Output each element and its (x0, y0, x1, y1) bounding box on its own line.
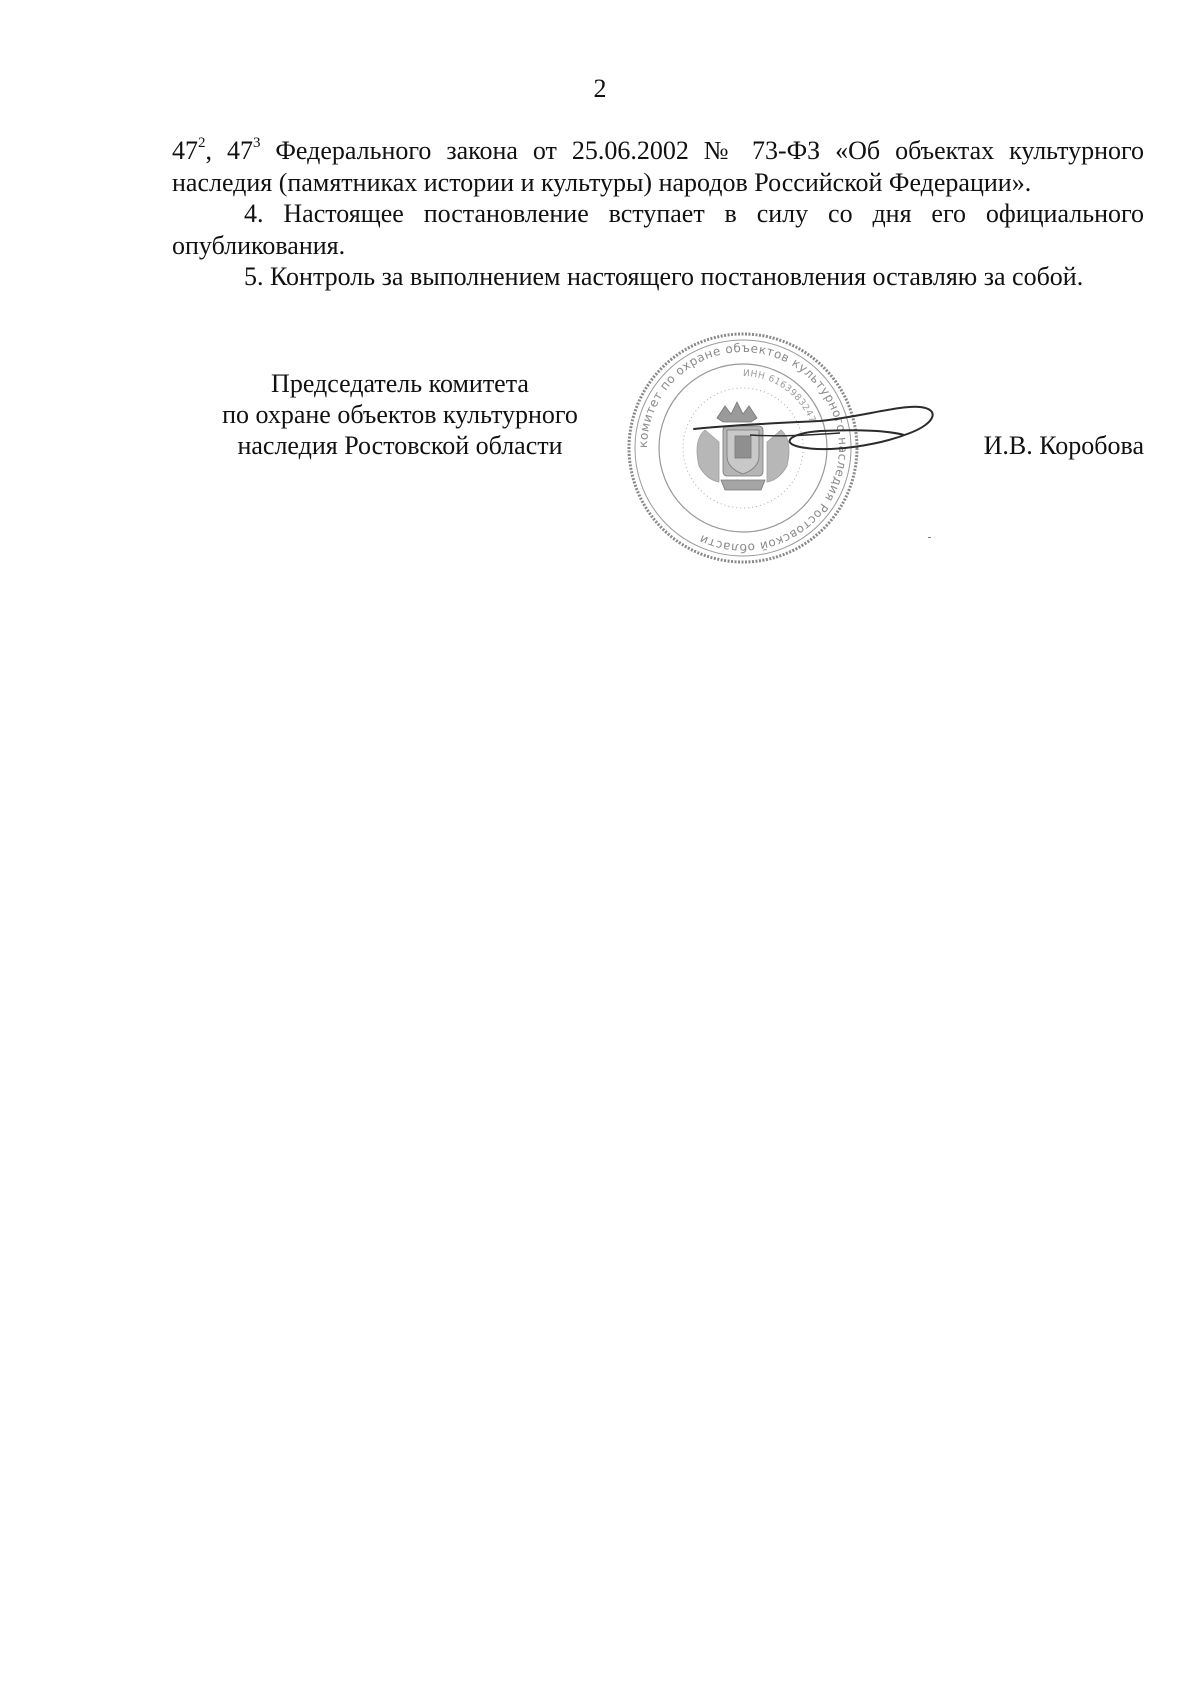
document-body (172, 135, 1144, 293)
signer-position-line: по охране объектов культурного (222, 400, 578, 429)
scan-artifact (928, 537, 931, 538)
seal-outer-text-path: комитет по охране объектов культурного наследия Ростовской области (635, 340, 851, 556)
signer-position-line: Председатель комитета (271, 369, 529, 398)
signer-position (190, 368, 610, 461)
article-ref-superscript: 2 (198, 135, 206, 152)
article-ref: 47 (226, 136, 253, 165)
handwritten-signature (690, 395, 950, 475)
paragraph-5: 5. Контроль за выполнением настоящего постановления оставляю за собой. (244, 262, 1084, 291)
paragraph-4: 4. Настоящее постановление вступает в силу со дня его официального опубликования. (172, 199, 1144, 260)
signer-position-line: наследия Ростовской области (237, 431, 563, 460)
article-ref-superscript: 3 (252, 135, 261, 152)
paragraph-text: Федерального закона от 25.06.2002 № 73-ФЗ «Об объектах культурного наследия (памятниках истории и культуры) народов Российской Федерации». (172, 136, 1144, 197)
page-number: 2 (593, 74, 607, 103)
paragraph-law-reference (172, 135, 1144, 198)
article-ref-separator: , (205, 136, 227, 165)
article-ref: 47 (172, 136, 198, 165)
signer-name: И.В. Коробова (983, 431, 1144, 460)
seal-inner-text-path: ИНН 6163983247 (742, 368, 818, 425)
